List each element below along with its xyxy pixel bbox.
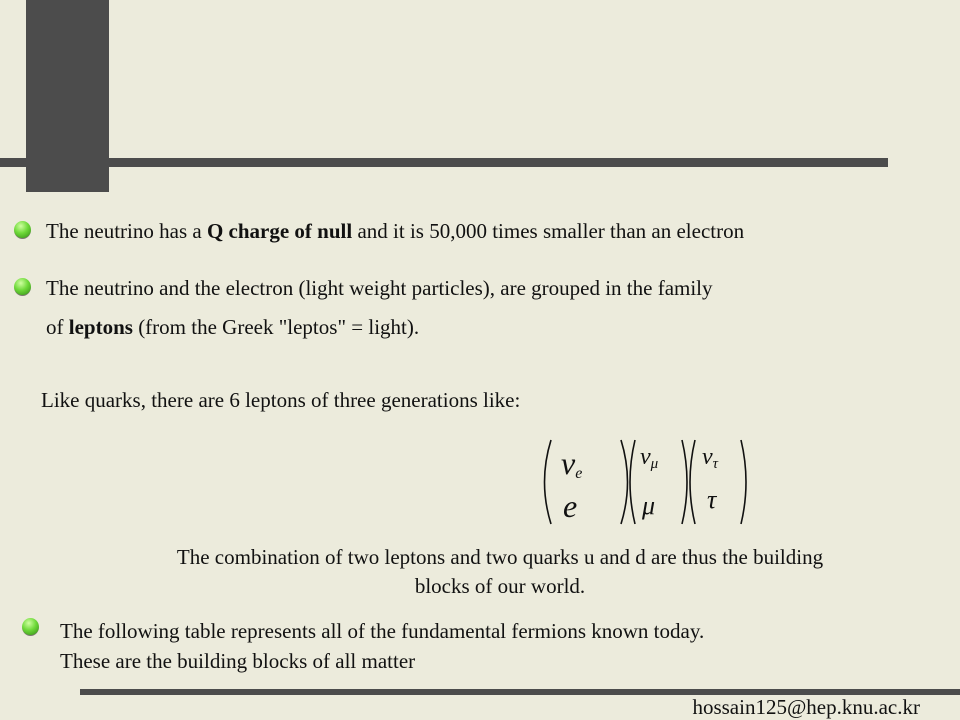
bullet-icon — [14, 278, 31, 296]
lepton-electron: e — [563, 488, 578, 524]
paren-left-2 — [630, 440, 635, 524]
generations-text: Like quarks, there are 6 leptons of three generations like: — [41, 388, 521, 412]
paren-right-2 — [682, 440, 687, 524]
paren-left-3 — [690, 440, 695, 524]
decorative-horizontal-bar — [0, 158, 888, 167]
paren-right-1 — [621, 440, 628, 524]
paren-right-3 — [741, 440, 746, 524]
bold-leptons: leptons — [68, 315, 133, 339]
bullet-text-leptons-line2: of leptons (from the Greek "leptos" = light). — [46, 315, 420, 339]
lepton-muon: μ — [642, 491, 656, 520]
bullet-icon — [14, 221, 31, 239]
bullet-icon — [22, 618, 39, 636]
bullet-text-leptons-line1: The neutrino and the electron (light weight particles), are grouped in the family — [46, 276, 713, 300]
lepton-generations-matrix — [537, 436, 752, 528]
combination-text-line2: blocks of our world. — [414, 574, 586, 598]
lepton-nu-tau: ντ — [702, 444, 719, 472]
table-intro-line1: The following table represents all of the fundamental fermions known today. — [60, 619, 705, 643]
footer-email: hossain125@hep.knu.ac.kr — [692, 695, 920, 719]
bold-q-charge: Q charge of null — [206, 219, 353, 243]
paren-left-1 — [545, 440, 552, 524]
bullet-text-neutrino-charge: The neutrino has a Q charge of null and it is 50,000 times smaller than an electron — [46, 219, 745, 243]
table-intro-line2: These are the building blocks of all matter — [60, 649, 416, 673]
lepton-tau: τ — [707, 485, 717, 514]
lepton-nu-e: νe — [561, 445, 583, 482]
lepton-nu-mu: νμ — [640, 444, 659, 472]
combination-text-line1: The combination of two leptons and two quarks u and d are thus the building — [176, 545, 824, 569]
